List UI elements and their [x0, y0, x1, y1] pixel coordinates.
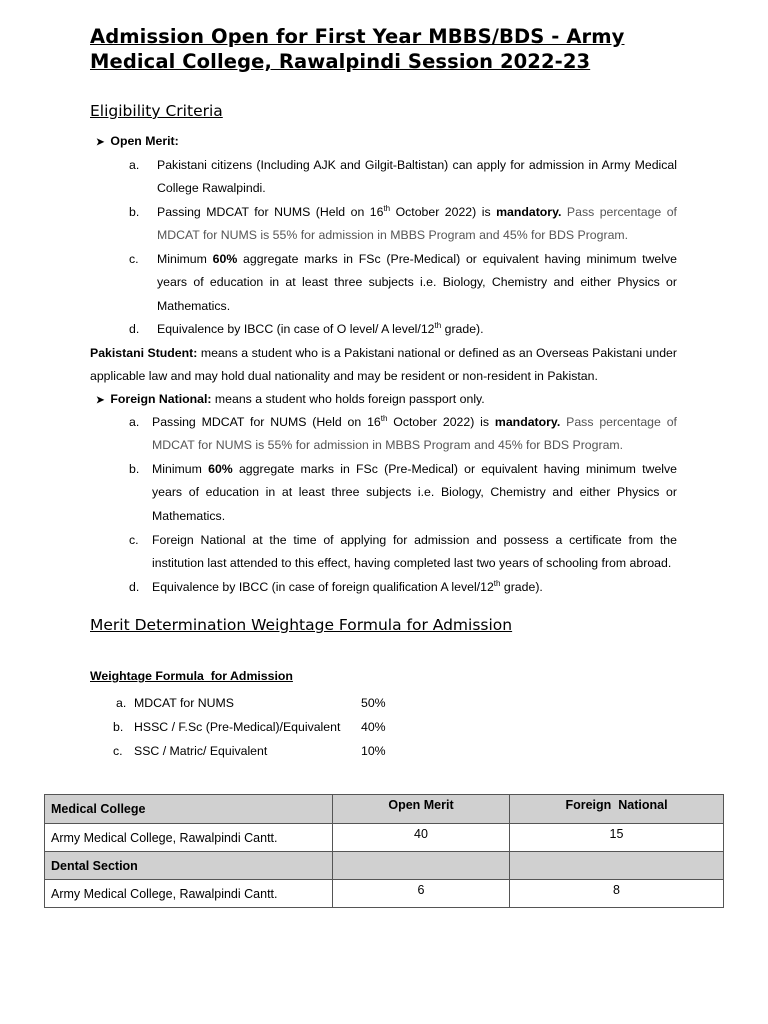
list-marker: b.	[129, 205, 140, 219]
foreign-national-intro: means a student who holds foreign passport only.	[211, 392, 485, 406]
open-merit-label: Open Merit:	[110, 134, 179, 148]
foreign-item-c: Foreign National at the time of applying for admission and possess a certificate from the institution last attended to this effect, having completed last two years of schooling from abroad.	[152, 533, 677, 571]
table-section-row	[45, 852, 724, 880]
list-marker: c.	[129, 252, 139, 266]
table-cell-empty	[333, 852, 510, 880]
seats-table	[44, 794, 724, 908]
list-marker: b.	[129, 462, 140, 476]
table-cell-empty	[510, 852, 724, 880]
foreign-item-a: Passing MDCAT for NUMS (Held on 16th October 2022) is mandatory. Pass percentage of MDCAT for NUMS is 55% for admission in MBBS Program and 45% for BDS Program.	[152, 413, 677, 453]
weightage-marker: c.	[113, 744, 123, 758]
weightage-value: 40%	[361, 720, 386, 734]
page-title: Admission Open for First Year MBBS/BDS - Army Medical College, Rawalpindi Session 2022-23	[90, 25, 625, 73]
merit-heading: Merit Determination Weightage Formula for Admission	[90, 616, 513, 634]
foreign-national-label: Foreign National:	[110, 392, 212, 406]
weightage-subheading: Weightage Formula for Admission	[90, 669, 293, 683]
table-header-row	[45, 795, 724, 824]
table-cell-college: Army Medical College, Rawalpindi Cantt.	[45, 880, 333, 908]
open-merit-item-d: Equivalence by IBCC (in case of O level/ A level/12th grade).	[157, 320, 484, 336]
list-marker: d.	[129, 580, 140, 594]
list-marker: a.	[129, 415, 140, 429]
open-merit-item-a: Pakistani citizens (Including AJK and Gilgit-Baltistan) can apply for admission in Army Medical College Rawalpindi.	[157, 158, 677, 196]
open-merit-item-c: Minimum 60% aggregate marks in FSc (Pre-Medical) or equivalent having minimum twelve years of education in at least three subjects i.e. Biology, Chemistry and either Physics or Mathematics.	[157, 252, 677, 313]
weightage-value: 10%	[361, 744, 386, 758]
weightage-label: MDCAT for NUMS	[134, 696, 234, 710]
table-section-label: Dental Section	[45, 852, 333, 880]
foreign-item-b: Minimum 60% aggregate marks in FSc (Pre-Medical) or equivalent having minimum twelve years of education in at least three subjects i.e. Biology, Chemistry and either Physics or Mathematics.	[152, 462, 677, 523]
table-header-cell: Medical College	[45, 795, 333, 824]
list-marker: a.	[129, 158, 140, 172]
arrow-bullet-icon: ➤	[96, 395, 105, 406]
table-row	[45, 824, 724, 852]
list-marker: c.	[129, 533, 139, 547]
weightage-marker: a.	[116, 696, 127, 710]
weightage-marker: b.	[113, 720, 124, 734]
arrow-bullet-icon: ➤	[96, 137, 105, 148]
weightage-label: SSC / Matric/ Equivalent	[134, 744, 268, 758]
table-cell-foreign: 8	[510, 880, 724, 908]
open-merit-item-b: Passing MDCAT for NUMS (Held on 16th October 2022) is mandatory. Pass percentage of MDCAT for NUMS is 55% for admission in MBBS Program and 45% for BDS Program.	[157, 203, 677, 243]
foreign-national-row	[96, 388, 485, 412]
table-cell-foreign: 15	[510, 824, 724, 852]
table-cell-open-merit: 40	[333, 824, 510, 852]
table-row	[45, 880, 724, 908]
list-marker: d.	[129, 322, 140, 336]
pakistani-student-definition: Pakistani Student: means a student who is a Pakistani national or defined as an Overseas Pakistani under applicable law and may hold dual nationality and may be resident or non-resident in Pakistan.	[90, 346, 677, 384]
weightage-value: 50%	[361, 696, 386, 710]
table-cell-college: Army Medical College, Rawalpindi Cantt.	[45, 824, 333, 852]
eligibility-heading: Eligibility Criteria	[90, 102, 223, 120]
foreign-item-d: Equivalence by IBCC (in case of foreign qualification A level/12th grade).	[152, 578, 543, 594]
weightage-label: HSSC / F.Sc (Pre-Medical)/Equivalent	[134, 720, 341, 734]
open-merit-label-row	[96, 130, 179, 154]
table-header-cell: Open Merit	[333, 795, 510, 824]
table-header-cell: Foreign National	[510, 795, 724, 824]
table-cell-open-merit: 6	[333, 880, 510, 908]
